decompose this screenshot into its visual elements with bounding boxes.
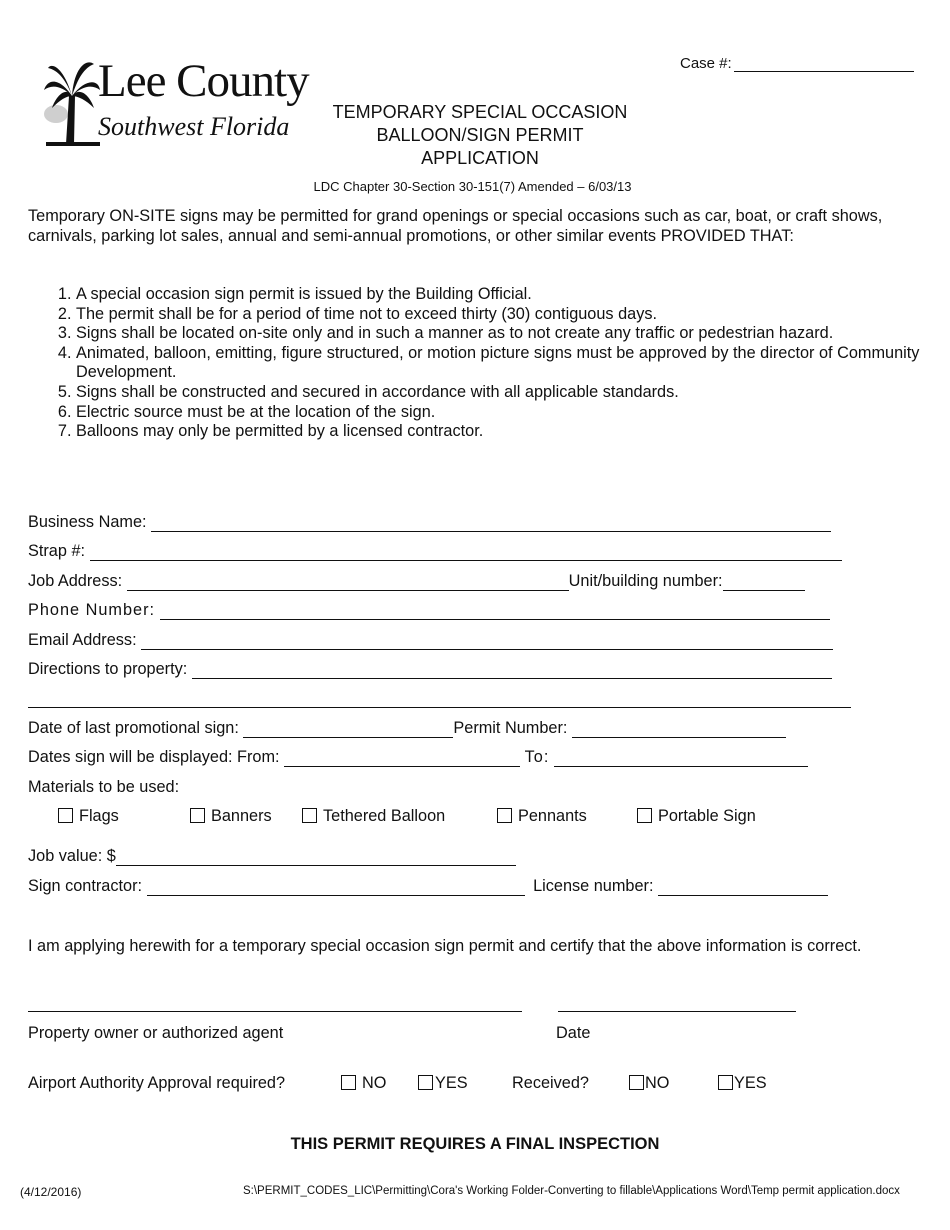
airport-yes-option[interactable]	[418, 1074, 468, 1093]
strap-input[interactable]	[90, 545, 842, 561]
owner-signature-label: Property owner or authorized agent	[28, 1024, 284, 1042]
final-inspection-notice: THIS PERMIT REQUIRES A FINAL INSPECTION	[290, 1135, 660, 1153]
job-address-input[interactable]	[127, 575, 569, 591]
material-portable-sign[interactable]	[637, 807, 756, 826]
directions-row	[28, 660, 832, 679]
footer-date: (4/12/2016)	[20, 1185, 82, 1199]
airport-no-checkbox[interactable]	[341, 1075, 356, 1090]
portable-sign-label: Portable Sign	[658, 807, 756, 825]
dates-from-input[interactable]	[284, 751, 520, 767]
rule-item: 1. A special occasion sign permit is issued by the Building Official.	[76, 285, 950, 305]
palm-tree-icon	[42, 56, 102, 148]
material-pennants[interactable]	[497, 807, 587, 826]
job-value-label: Job value: $	[28, 847, 116, 865]
received-yes-label: YES	[734, 1074, 767, 1092]
permit-number-label: Permit Number:	[453, 719, 568, 737]
received-no-checkbox[interactable]	[629, 1075, 644, 1090]
airport-yes-label: YES	[435, 1074, 468, 1092]
rule-item: 7. Balloons may only be permitted by a licensed contractor.	[76, 422, 950, 442]
case-number-label: Case #:	[680, 55, 732, 72]
rule-item: 5. Signs shall be constructed and secured in accordance with all applicable standards.	[76, 383, 950, 403]
airport-no-option[interactable]	[341, 1074, 386, 1093]
sign-contractor-input[interactable]	[147, 880, 525, 896]
sign-contractor-row	[28, 877, 828, 896]
rule-item: 4. Animated, balloon, emitting, figure structured, or motion picture signs must be approved by the director of Community Development.	[76, 344, 950, 383]
last-sign-row	[28, 719, 786, 738]
material-banners[interactable]	[190, 807, 272, 826]
job-address-row	[28, 572, 805, 591]
business-name-label: Business Name:	[28, 513, 147, 531]
rule-item: 6. Electric source must be at the location of the sign.	[76, 403, 950, 423]
received-no-option[interactable]	[629, 1074, 669, 1093]
strap-row	[28, 542, 842, 561]
tethered-balloon-checkbox[interactable]	[302, 808, 317, 823]
dates-row	[28, 748, 808, 767]
received-yes-option[interactable]	[718, 1074, 767, 1093]
materials-label: Materials to be used:	[28, 778, 180, 796]
unit-building-input[interactable]	[723, 575, 805, 591]
received-no-label: NO	[645, 1074, 670, 1092]
banners-checkbox[interactable]	[190, 808, 205, 823]
signature-date-label: Date	[556, 1024, 591, 1042]
directions-label: Directions to property:	[28, 660, 188, 678]
email-row	[28, 631, 833, 650]
signature-date-line[interactable]	[558, 1010, 796, 1012]
case-number-field[interactable]	[680, 55, 914, 72]
permit-number-input[interactable]	[572, 722, 786, 738]
logo-title: Lee County	[98, 55, 309, 107]
received-yes-checkbox[interactable]	[718, 1075, 733, 1090]
last-sign-date-label: Date of last promotional sign:	[28, 719, 239, 737]
phone-row	[28, 601, 830, 620]
flags-checkbox[interactable]	[58, 808, 73, 823]
airport-no-label: NO	[362, 1074, 387, 1092]
business-name-row	[28, 513, 831, 532]
job-value-row	[28, 847, 516, 866]
pennants-checkbox[interactable]	[497, 808, 512, 823]
strap-label: Strap #:	[28, 542, 86, 560]
email-input[interactable]	[141, 634, 833, 650]
airport-yes-checkbox[interactable]	[418, 1075, 433, 1090]
phone-label: Phone Number:	[28, 601, 156, 619]
flags-label: Flags	[79, 807, 119, 825]
phone-input[interactable]	[160, 604, 830, 620]
material-flags[interactable]	[58, 807, 119, 826]
form-title-line-2: BALLOON/SIGN PERMIT	[376, 125, 584, 145]
form-title-line-1: TEMPORARY SPECIAL OCCASION	[332, 102, 628, 122]
form-title-line-3: APPLICATION	[421, 148, 539, 168]
job-address-label: Job Address:	[28, 572, 123, 590]
directions-input[interactable]	[192, 663, 832, 679]
rule-item: 3. Signs shall be located on-site only and in such a manner as to not create any traffic or pedestrian hazard.	[76, 324, 950, 344]
directions-input-line-2[interactable]	[28, 692, 851, 708]
email-label: Email Address:	[28, 631, 137, 649]
business-name-input[interactable]	[151, 516, 831, 532]
pennants-label: Pennants	[518, 807, 587, 825]
dates-from-label: Dates sign will be displayed: From:	[28, 748, 280, 766]
unit-building-label: Unit/building number:	[568, 572, 723, 590]
material-tethered-balloon[interactable]	[302, 807, 445, 826]
rule-item: 2. The permit shall be for a period of time not to exceed thirty (30) contiguous days.	[76, 305, 950, 325]
owner-signature-line[interactable]	[28, 1010, 522, 1012]
license-number-label: License number:	[533, 877, 654, 895]
sign-contractor-label: Sign contractor:	[28, 877, 143, 895]
license-number-input[interactable]	[658, 880, 828, 896]
logo-tagline: Southwest Florida	[98, 112, 290, 141]
tethered-balloon-label: Tethered Balloon	[323, 807, 446, 825]
case-number-line[interactable]	[734, 57, 914, 72]
airport-question: Airport Authority Approval required?	[28, 1074, 286, 1092]
last-sign-date-input[interactable]	[243, 722, 453, 738]
portable-sign-checkbox[interactable]	[637, 808, 652, 823]
lee-county-logo	[42, 55, 309, 148]
dates-to-input[interactable]	[554, 751, 808, 767]
banners-label: Banners	[211, 807, 272, 825]
certification-statement: I am applying herewith for a temporary special occasion sign permit and certify that the above information is correct.	[28, 937, 862, 955]
footer-file-path: S:\PERMIT_CODES_LIC\Permitting\Cora's Working Folder-Converting to fillable\Applications Word\Temp permit application.docx	[243, 1185, 900, 1197]
dates-to-label: To:	[524, 748, 550, 766]
intro-paragraph: Temporary ON-SITE signs may be permitted for grand openings or special occasions such as car, boat, or craft shows, carnivals, parking lot sales, annual and semi-annual promotions, or other similar events PROVIDED THAT:	[28, 207, 883, 245]
ldc-reference: LDC Chapter 30-Section 30-151(7) Amended – 6/03/13	[313, 179, 632, 194]
job-value-input[interactable]	[116, 850, 516, 866]
received-label: Received?	[512, 1074, 589, 1092]
rules-list	[28, 285, 950, 442]
